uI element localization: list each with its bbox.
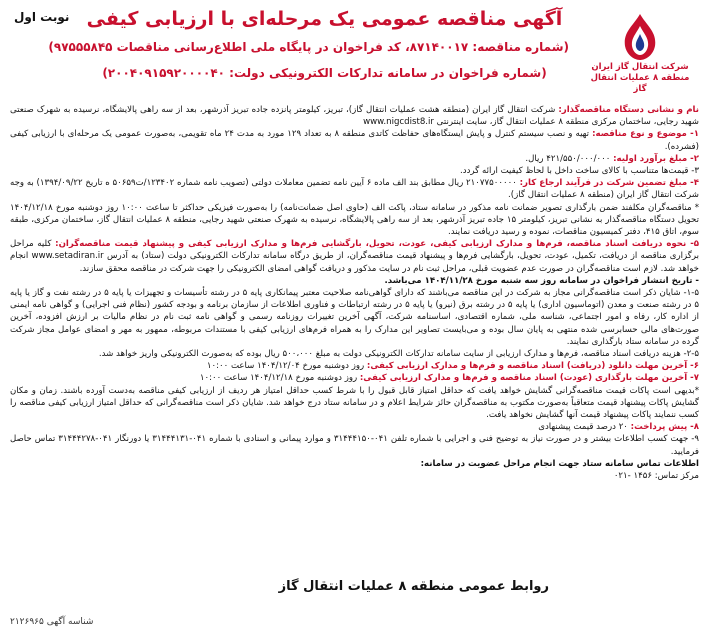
call-center-paragraph: مرکز تماس: ۱۴۵۶ -۰۲۱ (613, 471, 699, 482)
opening-paragraph: *بدیهی است پاکات قیمت مناقصه‌گرانی گشایش خواهد یافت که حداقل امتیاز قابل قبول را با شرط کسب حداقل امتیاز هر ردیف از ارزیابی کیفی مناقصه به‌دست آورده باشند. زمان و مکان گشایش پاکات پیشنهاد قیمت متعاقباً به‌صورت مکتوب به مناقصه‌گران حائز شرایط اعلام و در سامانه ستاد درج خواهد شد. شایان ذکر است مناقصه‌گرانی که حداقل امتیاز ارزیابی کیفی مناقصه را کسب ننمایند پاکات پیشنهاد قیمت آنها گشایش نخواهد یافت. (10, 385, 699, 421)
company-logo (585, 12, 695, 98)
notice-footer (10, 579, 699, 627)
logo-company-name: شرکت انتقال گاز ایران (591, 62, 689, 72)
setad-number: (شماره فراخوان در سامانه تدارکات الکترونیکی دولت: ۲۰۰۴۰۹۱۵۹۲۰۰۰۰۴۰) (102, 66, 547, 80)
guarantee-paragraph: ۴- مبلغ تضمین شرکت در فرآیند ارجاع کار: ۲۱۰۷۷۵۰۰۰۰۰ ریال مطابق بند الف ماده ۶ آیین نامه تضمین معاملات دولتی (تصویب نامه شماره ۱۲۳۴۰۲/ت۵۰۶۵۹ ه تاریخ ۱۳۹۴/۰۹/۲۲) به وجه شرکت انتقال گاز ایران (منطقه ۸ عملیات انتقال گاز). (10, 178, 699, 201)
notice-header (10, 4, 699, 102)
guarantee-delivery-paragraph: * مناقصه‌گران مکلفند ضمن بارگذاری تصویر ضمانت نامه مذکور در سامانه ستاد، پاکت الف (حاوی اصل ضمانت‌نامه) را به‌صورت فیزیکی حداکثر تا ساعت ۱۰:۰۰ روز دوشنبه مورخ ۱۴۰۴/۱۲/۱۸ تحویل دستگاه مناقصه‌گذار به نشانی تبریز، کیلومتر ۱۵ جاده تبریز آذرشهر، بعد از سه راهی پالایشگاه، نرسیده به شهرک صنعتی شهید رجایی، منطقه ۸ عملیات انتقال گاز، ساختمان مرکزی، طبقه سوم، اتاق ۴۱۵، دفتر کمیسیون مناقصات، نموده و رسید دریافت نمایند. (10, 202, 699, 238)
domestic-paragraph: ۳- قیمت‌ها متناسب با کالای ساخت داخل با لحاظ کیفیت ارائه گردد. (460, 166, 699, 177)
subject-paragraph: ۱- موضوع و نوع مناقصه: تهیه و نصب سیستم کنترل و پایش ایستگاه‌های حفاظت کاتدی منطقه ۸ به تعداد ۱۲۹ مورد به مدت ۲۴ ماه تقویمی، به‌صورت عمومی یک مرحله‌ای با ارزیابی کیفی (فشرده). (10, 129, 699, 152)
tender-number: (شماره مناقصه: ۸۷۱۴۰۰۱۷، کد فراخوان در پایگاه ملی اطلاع‌رسانی مناقصات ۹۷۵۵۵۸۴۵) (48, 40, 569, 54)
contact-paragraph: ۹- جهت کسب اطلاعات بیشتر و در صورت نیاز به توضیح فنی و اجرایی با شماره تلفن ۰۴۱-۳۱۴۴۴۱۵۰ و موارد پیمانی و اسنادی با شماره ۰۴۱-۳۱۴۴۴۱۳۱ یا دورنگار ۰۴۱-۳۱۴۴۴۲۷۸ تماس حاصل فرمایید. (10, 434, 699, 457)
round-label: نوبت اول (14, 10, 70, 24)
download-deadline-paragraph: ۶- آخرین مهلت دانلود (دریافت) اسناد مناقصه و فرم‌ها و مدارک ارزیابی کیفی: روز دوشنبه مورخ ۱۴۰۴/۱۲/۰۴ ساعت ۱۰:۰۰ (206, 361, 699, 372)
logo-region-name: منطقه ۸ عملیات انتقال گاز (590, 73, 690, 94)
flame-logo-icon (617, 12, 663, 62)
prepayment-paragraph: ۸- پیش پرداخت: ۲۰ درصد قیمت پیشنهادی (538, 422, 699, 433)
notice-id: شناسه آگهی ۲۱۲۶۹۶۵ (10, 617, 94, 627)
notice-title: آگهی مناقصه عمومی یک مرحله‌ای با ارزیابی کیفی (86, 8, 563, 30)
organizer-paragraph: نام و نشانی دستگاه مناقصه‌گذار: شرکت انتقال گاز ایران (منطقه هشت عملیات انتقال گاز)، تبریز، کیلومتر پانزده جاده تبریز آذرشهر، بعد از سه راهی پالایشگاه، نرسیده به شهرک صنعتی شهید رجایی، ساختمان مرکزی منطقه ۸ عملیات انتقال گاز، سایت اینترنتی www.nigcdist8.ir (10, 105, 699, 128)
upload-deadline-paragraph: ۷- آخرین مهلت بارگذاری (عودت) اسناد مناقصه و فرم‌ها و مدارک ارزیابی کیفی: روز دوشنبه مورخ ۱۴۰۴/۱۲/۱۸ ساعت ۱۰:۰۰ (199, 373, 699, 384)
setad-contact-paragraph: اطلاعات تماس سامانه ستاد جهت انجام مراحل عضویت در سامانه: (420, 458, 699, 469)
fee-paragraph: ۲-۵- هزینه دریافت اسناد مناقصه، فرم‌ها و مدارک ارزیابی از سایت سامانه تدارکات الکترونیکی دولت به مبلغ ۵۰۰،۰۰۰ ریال بوده که به‌صورت الکترونیکی واریز خواهد شد. (98, 349, 699, 360)
publisher-name: روابط عمومی منطقه ۸ عملیات انتقال گاز (278, 579, 549, 594)
title-block (48, 6, 569, 84)
publish-date-paragraph: - تاریخ انتشار فراخوان در سامانه روز سه شنبه مورخ ۱۴۰۴/۱۱/۲۸ می‌باشد. (384, 275, 699, 286)
documents-paragraph: ۵- نحوه دریافت اسناد مناقصه، فرم‌ها و مدارک ارزیابی کیفی، عودت، تحویل، بارگشایی فرم‌ها و مدارک ارزیابی کیفی و پیشنهاد قیمت مناقصه‌گران: کلیه مراحل برگزاری مناقصه از دریافت، تکمیل، عودت، تحویل، بارگشایی فرم‌ها و پیشنهاد قیمت مناقصه‌گران، از طریق درگاه سامانه تدارکات الکترونیکی دولت (ستاد) به آدرس www.setadiran.ir انجام خواهد شد. لازم است مناقصه‌گران در صورت عدم عضویت قبلی، مراحل ثبت نام در سایت مذکور و دریافت گواهی امضای الکترونیکی را جهت شرکت در مناقصه محقق سازند. (10, 239, 700, 274)
estimate-paragraph: ۲- مبلغ برآورد اولیه: ۴۲۱/۵۵۰/۰۰۰/۰۰۰ ریال. (525, 153, 699, 164)
eligibility-paragraph: ۱-۵- شایان ذکر است مناقصه‌گرانی مجاز به شرکت در این مناقصه می‌باشند که دارای گواهی‌نامه صلاحیت معتبر پیمانکاری پایه ۵ در رشته تأسیسات و تجهیزات یا پایه ۵ در رشته نفت و گاز یا پایه ۵ در رشته صنعت و معدن (اتوماسیون اداری) یا پایه ۵ در رشته برق (نیرو) یا پایه ۵ در رشته ارتباطات و فناوری اطلاعات از سازمان برنامه و بودجه کشور (نظام فنی اجرایی) و گواهی نامه ایمنی از اداره کار، رفاه و امور اجتماعی، شناسه ملی، شماره اقتصادی، اساسنامه شرکت، آگهی آخرین تغییرات روزنامه رسمی و گواهی نامه ثبت نام در نظام مالیات بر ارزش افزوده، آخرین صورت‌های مالی حسابرسی شده منتهی به پایان سال بوده و می‌بایست تصاویر این مدارک را به همراه فرم‌های ارزیابی کیفی با مستندات مربوطه، ممهور به مهر و امضای عوامل مجاز شرکت گرده در سامانه ستاد بارگذاری نمایند. (10, 288, 699, 347)
notice-body (10, 104, 699, 482)
